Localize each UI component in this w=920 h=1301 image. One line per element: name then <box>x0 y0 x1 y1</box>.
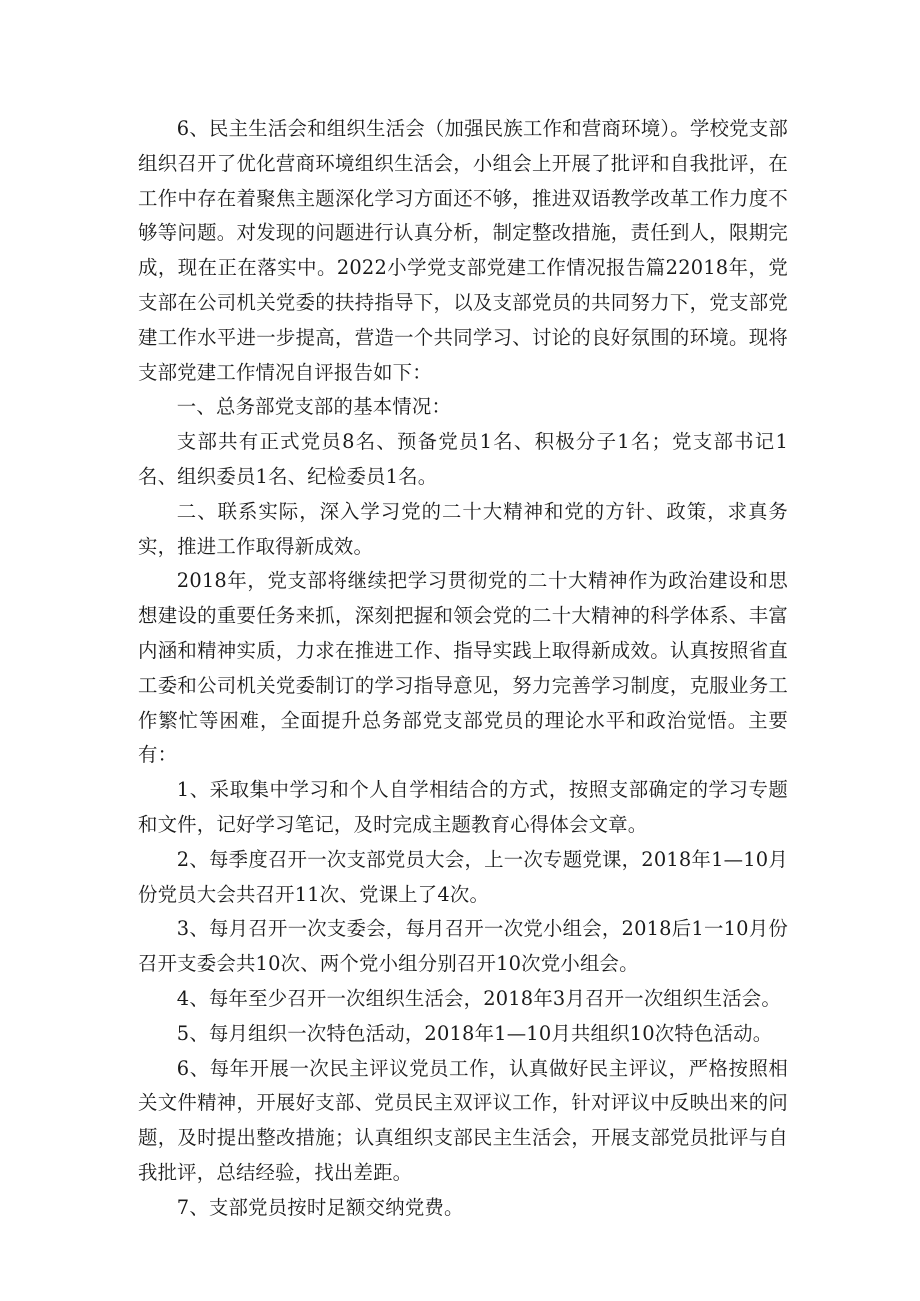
list-item-3: 3、每月召开一次支委会，每月召开一次党小组会，2018后1一10月份召开支委会共10次、两个党小组分别召开10次党小组会。 <box>138 917 788 976</box>
list-item-5: 5、每月组织一次特色活动，2018年1—10月共组织10次特色活动。 <box>176 1021 773 1045</box>
list-item-6: 6、每年开展一次民主评议党员工作，认真做好民主评议，严格按照相关文件精神，开展好支部、党员民主双评议工作，针对评议中反映出来的问题，及时提出整改措施；认真组织支部民主生活会，开展支部党员批评与自我批评，总结经验，找出差距。 <box>138 1056 788 1184</box>
document-body <box>138 112 788 1226</box>
heading-study-practice: 二、联系实际，深入学习党的二十大精神和党的方针、政策，求真务实，推进工作取得新成效。 <box>138 499 788 558</box>
list-item-7: 7、支部党员按时足额交纳党费。 <box>176 1195 464 1219</box>
paragraph-member-count: 支部共有正式党员8名、预备党员1名、积极分子1名；党支部书记1名、组织委员1名、纪检委员1名。 <box>138 430 788 488</box>
list-item-4: 4、每年至少召开一次组织生活会，2018年3月召开一次组织生活会。 <box>176 986 781 1010</box>
paragraph-democratic-life-meeting: 6、民主生活会和组织生活会（加强民族工作和营商环境）。学校党支部组织召开了优化营商环境组织生活会，小组会上开展了批评和自我批评，在工作中存在着聚焦主题深化学习方面还不够，推进双语教学改革工作力度不够等问题。对发现的问题进行认真分析，制定整改措施，责任到人，限期完成，现在正在落实中。2022小学党支部党建工作情况报告篇22018年，党支部在公司机关党委的扶持指导下，以及支部党员的共同努力下，党支部党建工作水平进一步提高，营造一个共同学习、讨论的良好氛围的环境。现将支部党建工作情况自评报告如下： <box>138 117 788 384</box>
list-item-2: 2、每季度召开一次支部党员大会，上一次专题党课，2018年1—10月份党员大会共召开11次、党课上了4次。 <box>138 847 788 906</box>
heading-basic-situation: 一、总务部党支部的基本情况： <box>176 395 452 419</box>
list-item-1: 1、采取集中学习和个人自学相结合的方式，按照支部确定的学习专题和文件，记好学习笔记，及时完成主题教育心得体会文章。 <box>138 778 788 836</box>
paragraph-2018-study-plan: 2018年，党支部将继续把学习贯彻党的二十大精神作为政治建设和思想建设的重要任务来抓，深刻把握和领会党的二十大精神的科学体系、丰富内涵和精神实质，力求在推进工作、指导实践上取得新成效。认真按照省直工委和公司机关党委制订的学习指导意见，努力完善学习制度，克服业务工作繁忙等困难，全面提升总务部党支部党员的理论水平和政治觉悟。主要有： <box>138 569 788 767</box>
